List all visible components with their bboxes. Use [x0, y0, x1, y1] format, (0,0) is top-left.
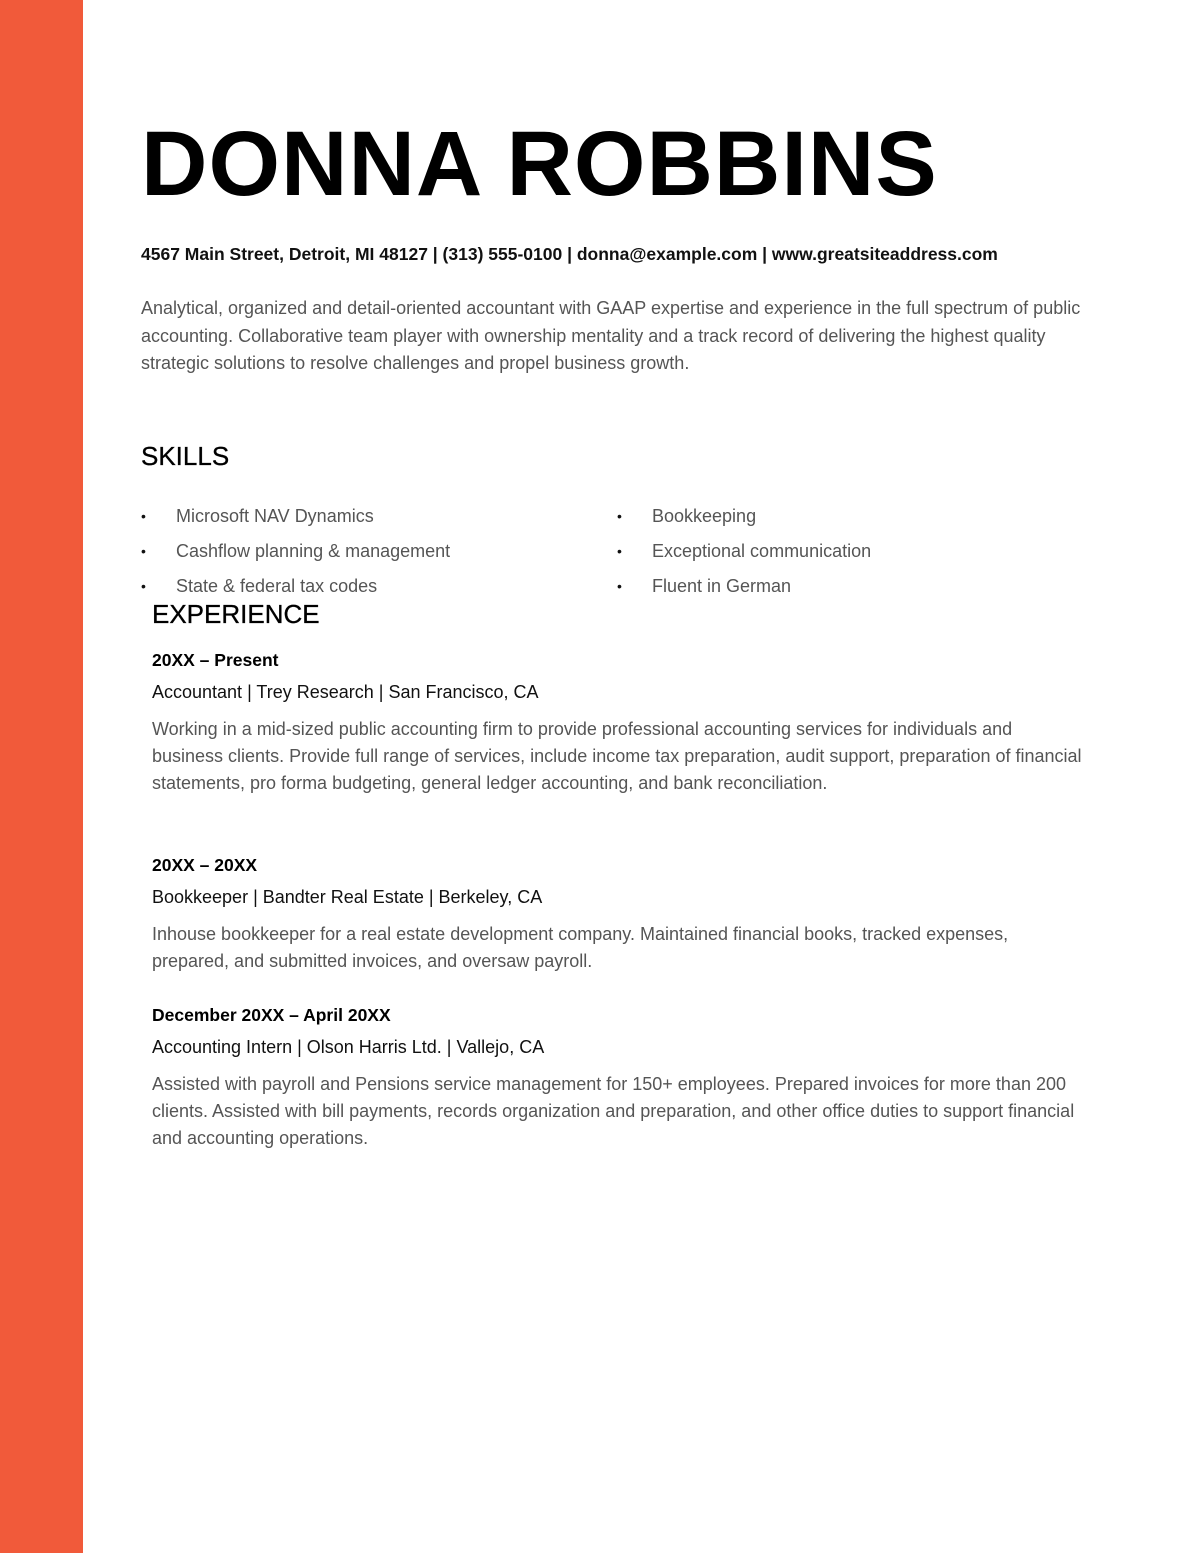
bullet-icon: • [141, 578, 146, 594]
skills-heading: SKILLS [141, 441, 230, 471]
job-description: Assisted with payroll and Pensions service management for 150+ employees. Prepared invoices for more than 200 clients. Assisted with bill payments, records organization and preparation, and other office duties to support financial and accounting operations. [152, 1074, 1075, 1148]
contact-info: 4567 Main Street, Detroit, MI 48127 | (313) 555-0100 | donna@example.com | www.greatsiteaddress.com [141, 244, 998, 264]
skill-label: Cashflow planning & management [176, 541, 451, 561]
skill-item [617, 502, 1057, 537]
professional-summary: Analytical, organized and detail-oriented accountant with GAAP expertise and experience in the full spectrum of public accounting. Collaborative team player with ownership mentality and a track record of delivering the highest quality strategic solutions to resolve challenges and propel business growth. [141, 298, 1081, 373]
skill-item [141, 537, 581, 572]
bullet-icon: • [617, 508, 622, 524]
skills-list-left [141, 502, 581, 607]
skills-list-right [617, 502, 1057, 607]
job-entry [152, 1003, 1082, 1152]
candidate-name: DONNA ROBBINS [141, 113, 938, 215]
job-title: Accounting Intern | Olson Harris Ltd. | Vallejo, CA [152, 1037, 545, 1057]
skill-item [141, 502, 581, 537]
skill-item [617, 537, 1057, 572]
skill-label: State & federal tax codes [176, 576, 378, 596]
bullet-icon: • [141, 543, 146, 559]
bullet-icon: • [617, 543, 622, 559]
skill-item [617, 572, 1057, 607]
job-description: Working in a mid-sized public accounting firm to provide professional accounting services for individuals and business clients. Provide full range of services, include income tax preparation, audit support, preparation of financial statements, pro forma budgeting, general ledger accounting, and bank reconciliation. [152, 719, 1082, 793]
skill-label: Fluent in German [652, 576, 792, 596]
job-dates: 20XX – Present [152, 650, 279, 670]
job-entry [152, 648, 1082, 797]
experience-heading: EXPERIENCE [152, 599, 320, 629]
job-title: Accountant | Trey Research | San Francisco, CA [152, 682, 539, 702]
job-dates: 20XX – 20XX [152, 855, 258, 875]
job-dates: December 20XX – April 20XX [152, 1005, 391, 1025]
bullet-icon: • [617, 578, 622, 594]
job-entry [152, 853, 1082, 975]
job-title: Bookkeeper | Bandter Real Estate | Berkeley, CA [152, 887, 543, 907]
skill-label: Microsoft NAV Dynamics [176, 506, 374, 526]
skill-label: Bookkeeping [652, 506, 757, 526]
bullet-icon: • [141, 508, 146, 524]
accent-sidebar [0, 0, 83, 1553]
job-description: Inhouse bookkeeper for a real estate development company. Maintained financial books, tracked expenses, prepared, and submitted invoices, and oversaw payroll. [152, 924, 1009, 971]
skill-label: Exceptional communication [652, 541, 872, 561]
